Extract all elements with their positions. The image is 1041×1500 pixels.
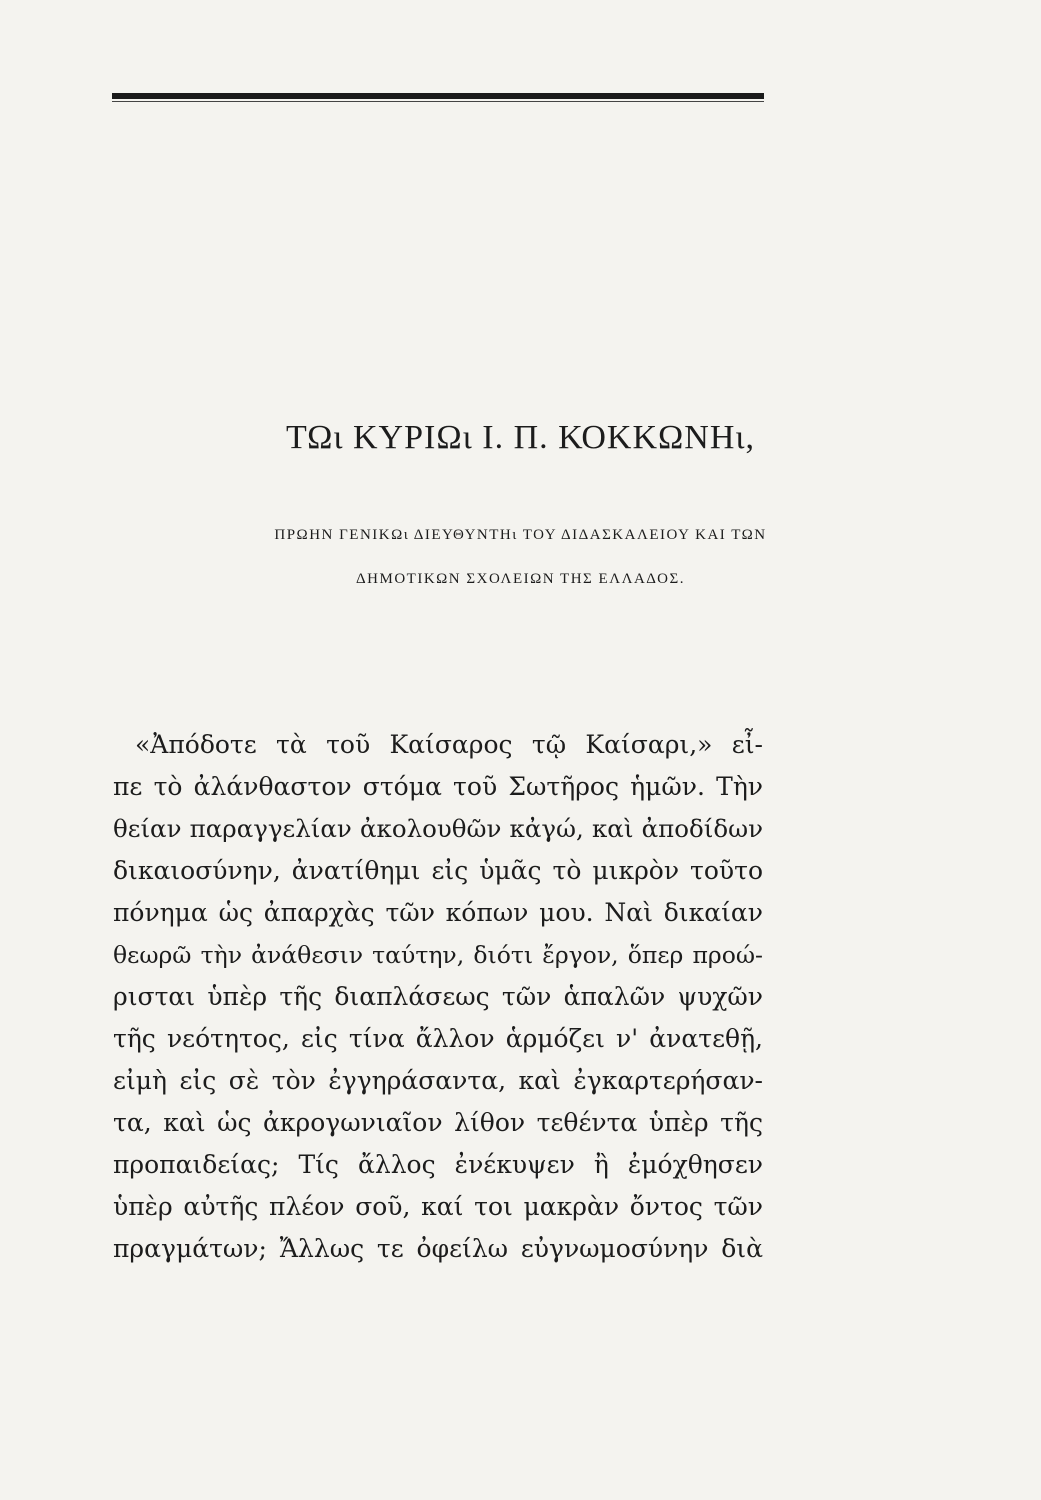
body-line: ὑπὲρ αὐτῆς πλέον σοῦ, καί τοι μακρὰν ὄντος τῶν [113,1192,763,1221]
dedication-title: ΤΩι ΚΥΡΙΩι Ι. Π. ΚΟΚΚΩΝΗι, [285,419,756,456]
dedication-subtitle-line-1: ΠΡΩΗΝ ΓΕΝΙΚΩι ΔΙΕΥΘΥΝΤΗι ΤΟΥ ΔΙΔΑΣΚΑΛΕΙΟΥ ΚΑΙ ΤΩΝ [274,527,767,543]
body-line: ρισται ὑπὲρ τῆς διαπλάσεως τῶν ἁπαλῶν ψυχῶν [113,982,763,1011]
body-line: «Ἀπόδοτε τὰ τοῦ Καίσαρος τῷ Καίσαρι,» εἶ- [135,730,763,759]
body-line: πραγμάτων; Ἄλλως τε ὀφείλω εὐγνωμοσύνην διὰ [113,1234,763,1263]
body-line: εἰμὴ εἰς σὲ τὸν ἐγγηράσαντα, καὶ ἐγκαρτερήσαν- [113,1066,763,1095]
body-line: πε τὸ ἀλάνθαστον στόμα τοῦ Σωτῆρος ἡμῶν. Τὴν [113,772,763,801]
dedication-subtitle-line-2: ΔΗΜΟΤΙΚΩΝ ΣΧΟΛΕΙΩΝ ΤΗΣ ΕΛΛΑΔΟΣ. [356,571,685,587]
dedication-body [113,724,763,1270]
body-line: πόνημα ὡς ἀπαρχὰς τῶν κόπων μου. Ναὶ δικαίαν [113,898,763,927]
header-rule-thin [112,101,764,102]
body-line: προπαιδείας; Τίς ἄλλος ἐνέκυψεν ἢ ἐμόχθησεν [113,1150,763,1179]
body-line: δικαιοσύνην, ἀνατίθημι εἰς ὑμᾶς τὸ μικρὸν τοῦτο [113,856,763,885]
header-rule-thick [112,93,764,99]
body-line: τα, καὶ ὡς ἀκρογωνιαῖον λίθον τεθέντα ὑπὲρ τῆς [113,1108,763,1137]
body-line: τῆς νεότητος, εἰς τίνα ἄλλον ἁρμόζει ν' ἀνατεθῇ, [113,1024,763,1053]
header-rule [112,93,764,102]
body-line: θεωρῶ τὴν ἀνάθεσιν ταύτην, διότι ἔργον, ὅπερ προώ- [113,941,763,969]
body-line: θείαν παραγγελίαν ἀκολουθῶν κἀγώ, καὶ ἀποδίδων [113,814,763,843]
